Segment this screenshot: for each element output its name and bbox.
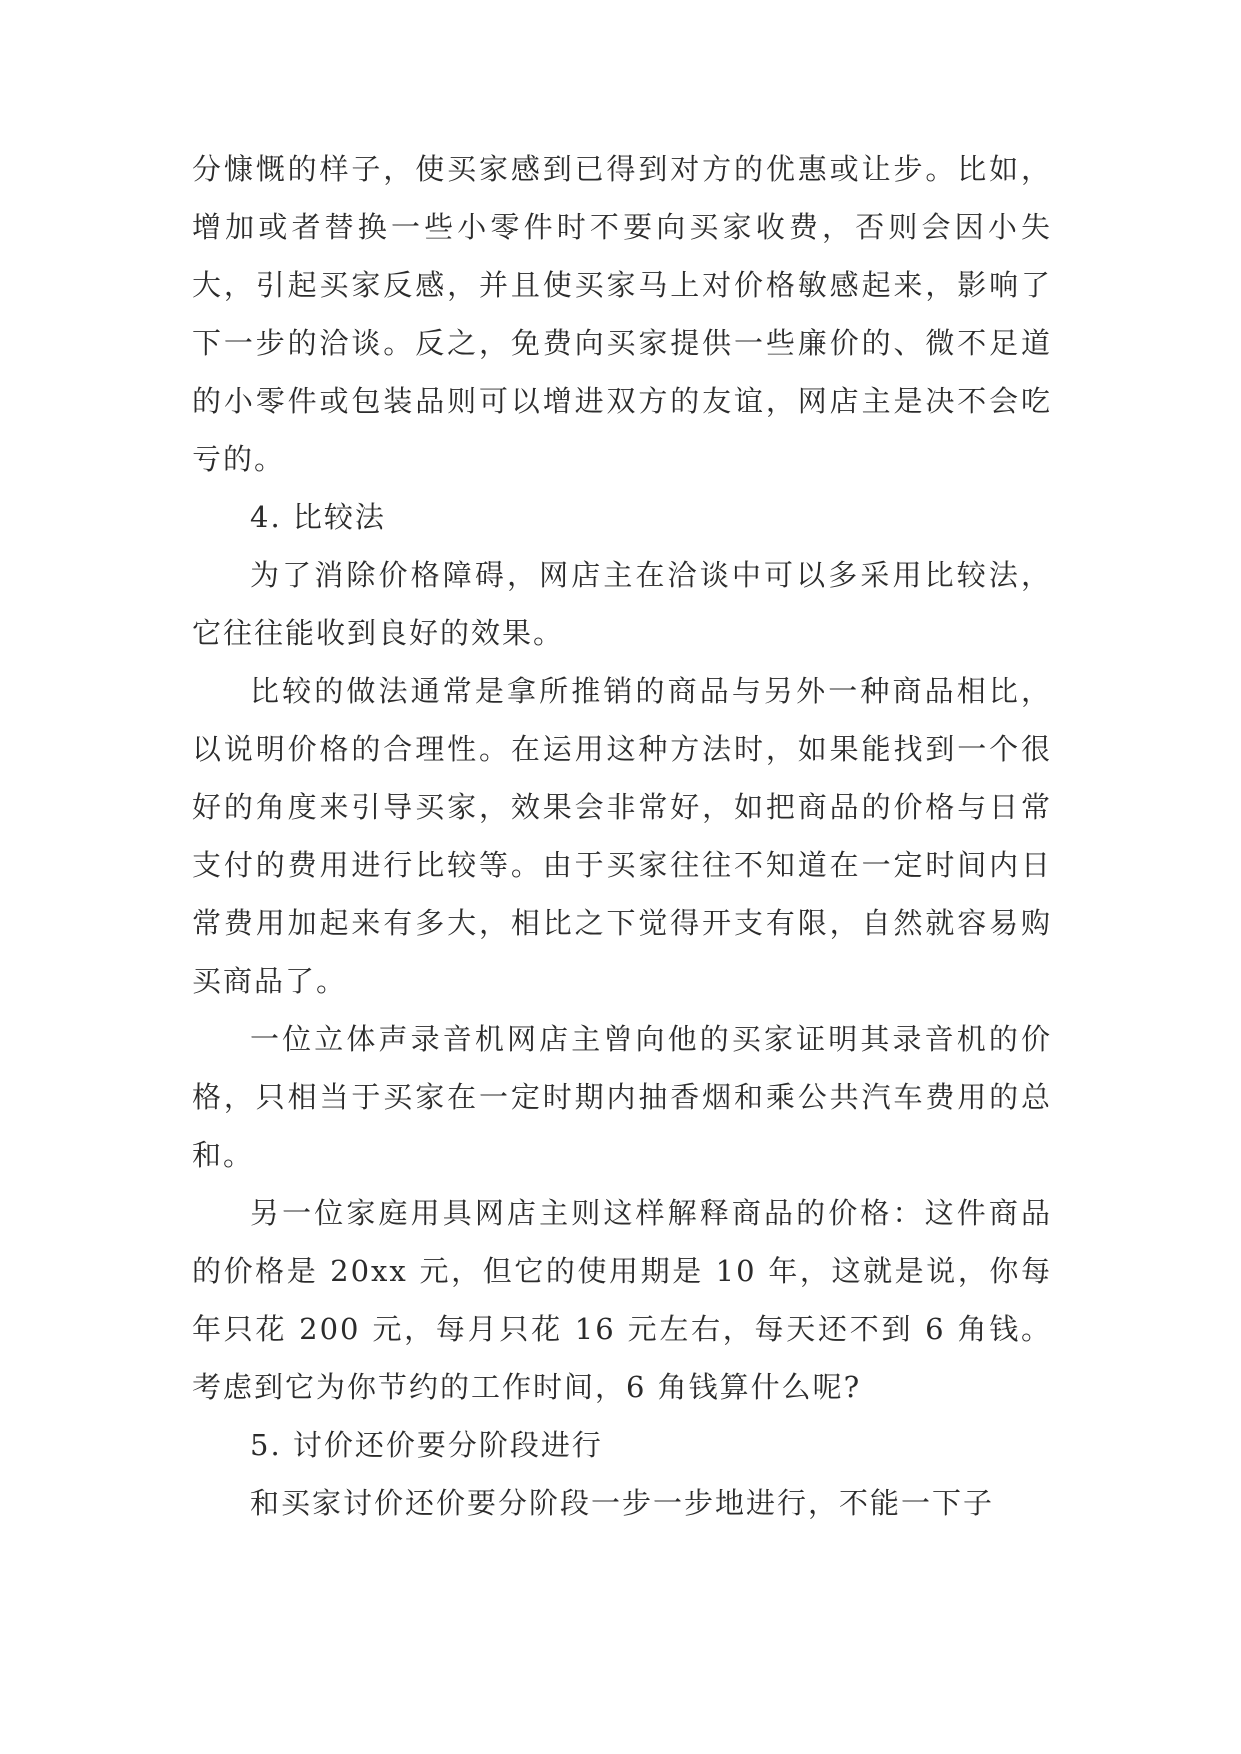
section-heading-comparison-method: 4. 比较法 (250, 500, 386, 534)
document-body (192, 140, 1052, 1532)
section-heading-staged-bargaining: 5. 讨价还价要分阶段进行 (250, 1428, 603, 1462)
paragraph-continuation: 分慷慨的样子，使买家感到已得到对方的优惠或让步。比如，增加或者替换一些小零件时不要向买家收费，否则会因小失大，引起买家反感，并且使买家马上对价格敏感起来，影响了下一步的洽谈。反之，免费向买家提供一些廉价的、微不足道的小零件或包装品则可以增进双方的友谊，网店主是决不会吃亏的。 (192, 152, 1052, 476)
paragraph: 另一位家庭用具网店主则这样解释商品的价格：这件商品的价格是 20xx 元，但它的使用期是 10 年，这就是说，你每年只花 200 元，每月只花 16 元左右，每天还不到 6 角钱。考虑到它为你节约的工作时间，6 角钱算什么呢? (192, 1196, 1052, 1404)
paragraph: 比较的做法通常是拿所推销的商品与另外一种商品相比，以说明价格的合理性。在运用这种方法时，如果能找到一个很好的角度来引导买家，效果会非常好，如把商品的价格与日常支付的费用进行比较等。由于买家往往不知道在一定时间内日常费用加起来有多大，相比之下觉得开支有限，自然就容易购买商品了。 (192, 674, 1052, 998)
paragraph: 和买家讨价还价要分阶段一步一步地进行，不能一下子 (250, 1486, 995, 1520)
paragraph: 为了消除价格障碍，网店主在洽谈中可以多采用比较法，它往往能收到良好的效果。 (192, 558, 1052, 650)
paragraph: 一位立体声录音机网店主曾向他的买家证明其录音机的价格，只相当于买家在一定时期内抽香烟和乘公共汽车费用的总和。 (192, 1022, 1052, 1172)
